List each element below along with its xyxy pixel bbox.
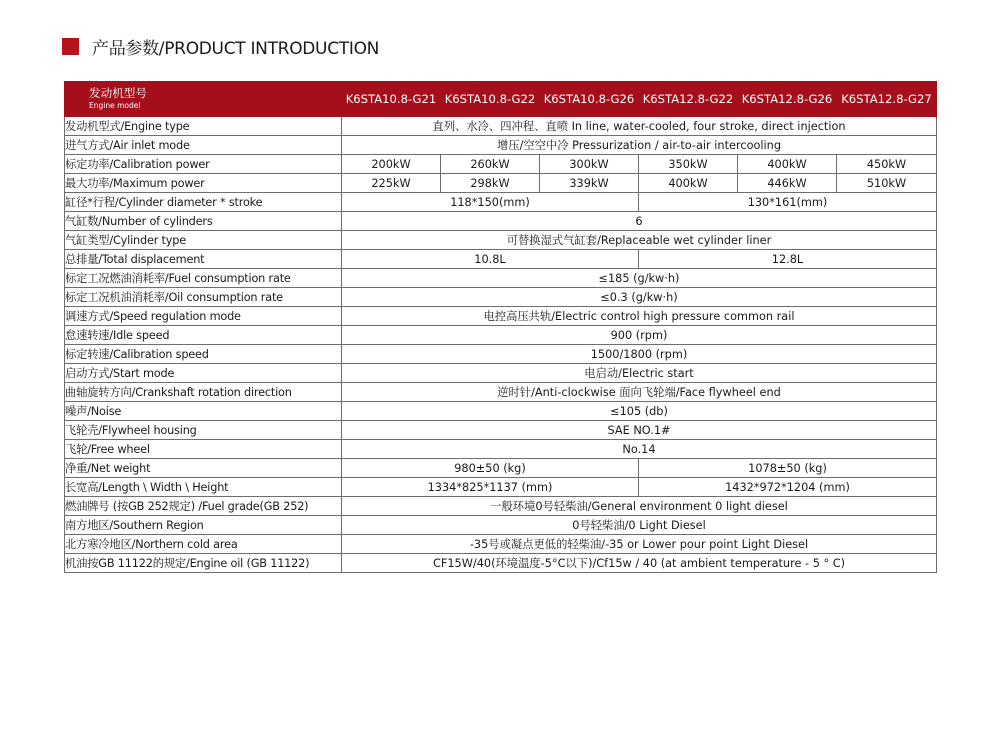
spec-label: 长宽高/Length \ Width \ Height	[65, 478, 342, 497]
table-row	[65, 345, 937, 364]
table-row	[65, 383, 937, 402]
spec-value: 电控高压共轨/Electric control high pressure common rail	[342, 307, 937, 326]
table-row	[65, 326, 937, 345]
spec-label: 飞轮/Free wheel	[65, 440, 342, 459]
table-row	[65, 155, 937, 174]
section-heading	[62, 34, 379, 58]
table-row	[65, 212, 937, 231]
red-square-icon	[62, 38, 79, 55]
table-row	[65, 269, 937, 288]
spec-value: 1334*825*1137 (mm)	[342, 478, 639, 497]
table-row	[65, 136, 937, 155]
spec-label: 怠速转速/Idle speed	[65, 326, 342, 345]
spec-value: 1500/1800 (rpm)	[342, 345, 937, 364]
spec-label: 飞轮壳/Flywheel housing	[65, 421, 342, 440]
spec-value: 增压/空空中冷 Pressurization / air-to-air intercooling	[342, 136, 937, 155]
table-row	[65, 364, 937, 383]
model-header: K6STA12.8-G27	[837, 82, 937, 117]
spec-value: 可替换湿式气缸套/Replaceable wet cylinder liner	[342, 231, 937, 250]
spec-label: 发动机型式/Engine type	[65, 117, 342, 136]
engine-model-header-en: Engine model	[89, 101, 141, 110]
table-row	[65, 307, 937, 326]
spec-label: 燃油牌号 (按GB 252规定) /Fuel grade(GB 252)	[65, 497, 342, 516]
spec-value: 339kW	[540, 174, 639, 193]
table-row	[65, 459, 937, 478]
spec-value: 6	[342, 212, 937, 231]
spec-value: 逆时针/Anti-clockwise 面向飞轮端/Face flywheel end	[342, 383, 937, 402]
spec-value: 12.8L	[639, 250, 937, 269]
spec-value: 900 (rpm)	[342, 326, 937, 345]
spec-label: 噪声/Noise	[65, 402, 342, 421]
spec-value: 130*161(mm)	[639, 193, 937, 212]
spec-table-body	[65, 117, 937, 573]
spec-label: 标定转速/Calibration speed	[65, 345, 342, 364]
model-header: K6STA12.8-G22	[639, 82, 738, 117]
table-row	[65, 440, 937, 459]
spec-value: 300kW	[540, 155, 639, 174]
spec-value: 980±50 (kg)	[342, 459, 639, 478]
spec-table	[64, 81, 937, 573]
spec-value: SAE NO.1#	[342, 421, 937, 440]
spec-label: 调速方式/Speed regulation mode	[65, 307, 342, 326]
spec-label: 机油按GB 11122的规定/Engine oil (GB 11122)	[65, 554, 342, 573]
spec-label: 气缸类型/Cylinder type	[65, 231, 342, 250]
spec-label: 南方地区/Southern Region	[65, 516, 342, 535]
spec-label: 进气方式/Air inlet mode	[65, 136, 342, 155]
spec-value: 400kW	[639, 174, 738, 193]
spec-value: ≤185 (g/kw·h)	[342, 269, 937, 288]
table-row	[65, 478, 937, 497]
spec-value: No.14	[342, 440, 937, 459]
spec-label: 曲轴旋转方向/Crankshaft rotation direction	[65, 383, 342, 402]
spec-value: 225kW	[342, 174, 441, 193]
table-row	[65, 174, 937, 193]
spec-value: 350kW	[639, 155, 738, 174]
spec-value: CF15W/40(环境温度-5°C以下)/Cf15w / 40 (at ambient temperature - 5 ° C)	[342, 554, 937, 573]
spec-label: 标定工况燃油消耗率/Fuel consumption rate	[65, 269, 342, 288]
spec-value: 一般环境0号轻柴油/General environment 0 light diesel	[342, 497, 937, 516]
spec-value: 1078±50 (kg)	[639, 459, 937, 478]
spec-label: 总排量/Total displacement	[65, 250, 342, 269]
spec-value: 电启动/Electric start	[342, 364, 937, 383]
spec-value: ≤105 (db)	[342, 402, 937, 421]
spec-label: 气缸数/Number of cylinders	[65, 212, 342, 231]
table-row	[65, 554, 937, 573]
spec-value: 200kW	[342, 155, 441, 174]
spec-value: 510kW	[837, 174, 937, 193]
spec-label: 缸径*行程/Cylinder diameter * stroke	[65, 193, 342, 212]
table-row	[65, 421, 937, 440]
spec-label: 标定工况机油消耗率/Oil consumption rate	[65, 288, 342, 307]
table-row	[65, 231, 937, 250]
spec-label: 标定功率/Calibration power	[65, 155, 342, 174]
spec-label: 净重/Net weight	[65, 459, 342, 478]
spec-label: 北方寒冷地区/Northern cold area	[65, 535, 342, 554]
spec-value: 10.8L	[342, 250, 639, 269]
table-row	[65, 193, 937, 212]
table-row	[65, 117, 937, 136]
spec-label: 启动方式/Start mode	[65, 364, 342, 383]
model-header: K6STA10.8-G21	[342, 82, 441, 117]
spec-value: 450kW	[837, 155, 937, 174]
spec-value: 260kW	[441, 155, 540, 174]
page-title: 产品参数/PRODUCT INTRODUCTION	[92, 38, 380, 59]
spec-value: -35号或凝点更低的轻柴油/-35 or Lower pour point Light Diesel	[342, 535, 937, 554]
table-row	[65, 497, 937, 516]
spec-value: 118*150(mm)	[342, 193, 639, 212]
spec-value: 298kW	[441, 174, 540, 193]
model-header: K6STA10.8-G26	[540, 82, 639, 117]
spec-value: 0号轻柴油/0 Light Diesel	[342, 516, 937, 535]
table-header-row	[65, 82, 937, 117]
table-row	[65, 250, 937, 269]
engine-model-header-cn: 发动机型号	[89, 86, 147, 100]
spec-value: 直列、水冷、四冲程、直喷 In line, water-cooled, four stroke, direct injection	[342, 117, 937, 136]
model-header: K6STA12.8-G26	[738, 82, 837, 117]
spec-value: 400kW	[738, 155, 837, 174]
spec-value: 446kW	[738, 174, 837, 193]
table-row	[65, 535, 937, 554]
table-row	[65, 516, 937, 535]
engine-model-header	[65, 82, 342, 117]
spec-value: 1432*972*1204 (mm)	[639, 478, 937, 497]
spec-value: ≤0.3 (g/kw·h)	[342, 288, 937, 307]
table-row	[65, 288, 937, 307]
model-header: K6STA10.8-G22	[441, 82, 540, 117]
spec-label: 最大功率/Maximum power	[65, 174, 342, 193]
table-row	[65, 402, 937, 421]
